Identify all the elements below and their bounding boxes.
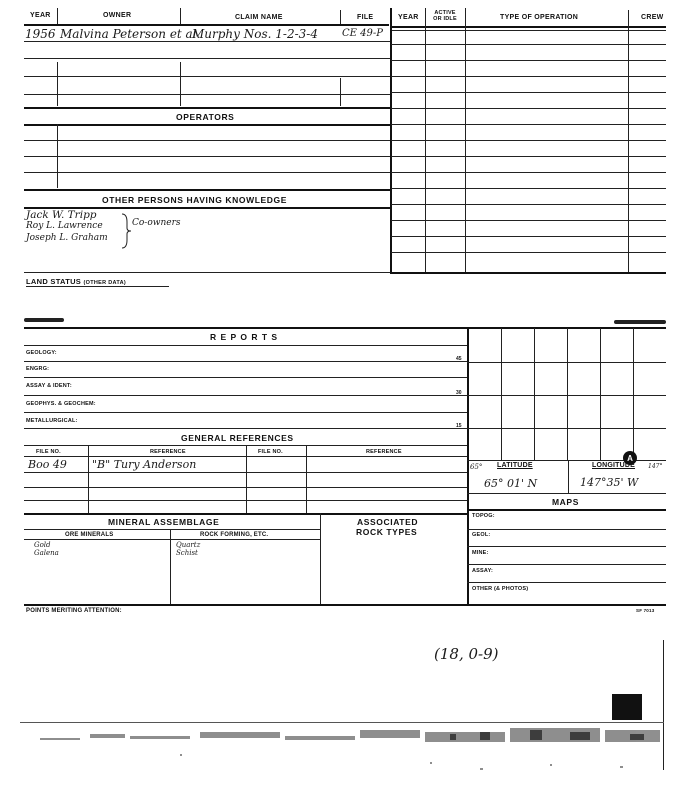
gr-entry-file: Boo 49 (28, 458, 67, 471)
rule (628, 10, 629, 274)
col-header-active-or-idle: ACTIVE OR IDLE (433, 10, 457, 22)
longitude-label: LONGITUDE (592, 462, 636, 469)
land-status-label (26, 277, 126, 286)
rule (391, 156, 666, 157)
entry-file: CE 49-P (342, 28, 383, 39)
col-header-owner: OWNER (103, 12, 132, 19)
rule (24, 107, 390, 109)
rule (24, 412, 468, 413)
rule (24, 361, 468, 362)
rule (24, 395, 468, 396)
rule (391, 272, 666, 274)
rule (180, 8, 181, 24)
rule (501, 328, 502, 460)
rule (600, 328, 601, 460)
lat-prefix: 65° (470, 463, 483, 471)
rock-mineral-2: Schist (176, 549, 198, 557)
rule (391, 76, 666, 77)
rule (391, 92, 666, 93)
col-header-year: YEAR (30, 12, 51, 19)
rule (467, 509, 666, 511)
land-status-title: LAND STATUS (26, 277, 82, 286)
rule (306, 445, 307, 513)
associated-heading-line2: ROCK TYPES (356, 527, 418, 537)
maps-heading: MAPS (552, 497, 579, 507)
rule (24, 24, 389, 26)
rule (467, 395, 666, 396)
rule (391, 124, 666, 125)
rule (24, 539, 320, 540)
rock-forming-heading: ROCK FORMING, ETC. (200, 532, 269, 538)
col-header-claim-name: CLAIM NAME (235, 14, 283, 21)
maps-row-mine: MINE: (472, 550, 489, 556)
rule (467, 493, 666, 494)
rule (88, 445, 89, 513)
rule (467, 546, 666, 547)
scale-label: 15 (456, 423, 462, 429)
gr-col-reference-2: REFERENCE (366, 449, 402, 455)
report-row-engrg: ENGRG: (26, 366, 50, 372)
rule (24, 140, 390, 141)
rule (633, 328, 634, 460)
rule (57, 62, 58, 106)
gr-col-file-no-2: FILE NO. (258, 449, 283, 455)
rule (24, 529, 320, 530)
maps-row-assay: ASSAY: (472, 568, 494, 574)
ore-mineral-2: Galena (34, 549, 59, 557)
latitude-label: LATITUDE (497, 462, 533, 469)
rule (24, 604, 666, 606)
other-person-3: Joseph L. Graham (26, 233, 108, 243)
rule (24, 513, 468, 515)
report-row-metallurgical: METALLURGICAL: (26, 418, 78, 424)
rule (24, 189, 390, 191)
rule (320, 513, 321, 604)
rule (391, 236, 666, 237)
associated-heading-line1: ASSOCIATED (357, 517, 419, 527)
col-header-type-of-operation: TYPE OF OPERATION (500, 14, 579, 21)
latitude-value: 65° 01' N (484, 477, 538, 490)
rule (246, 445, 247, 513)
rule (24, 472, 468, 473)
rule (391, 252, 666, 253)
rule (340, 10, 341, 24)
co-owners-note: Co-owners (132, 218, 181, 228)
rule (57, 124, 58, 188)
rule (467, 582, 666, 583)
maps-row-topog: TOPOG: (472, 513, 495, 519)
rule (534, 328, 535, 460)
rule (467, 362, 666, 363)
rule (391, 30, 666, 31)
rule (24, 428, 468, 429)
rock-mineral-1: Quartz (176, 541, 201, 549)
svg-text:A: A (627, 454, 633, 463)
rule (425, 8, 426, 274)
rule (467, 564, 666, 565)
rule (57, 8, 58, 24)
reports-heading: R E P O R T S (210, 332, 279, 342)
binder-mark (614, 320, 666, 324)
land-status-sub: (OTHER DATA) (83, 280, 126, 286)
rule (391, 108, 666, 109)
rule (24, 172, 390, 173)
rule (24, 124, 390, 126)
rule (24, 156, 390, 157)
rule (24, 58, 390, 59)
rule (467, 529, 666, 530)
scale-label: 45 (456, 356, 462, 362)
other-person-2: Roy L. Lawrence (26, 221, 103, 231)
rule (340, 78, 341, 106)
entry-claim-name: Murphy Nos. 1-2-3-4 (192, 27, 318, 41)
ore-mineral-1: Gold (34, 541, 51, 549)
brace-icon (120, 212, 132, 250)
form-number: SF 7013 (636, 608, 655, 613)
rule (24, 94, 390, 95)
long-suffix: 147° (648, 463, 663, 470)
rule (180, 62, 181, 106)
rule (20, 722, 664, 723)
rule (568, 460, 569, 494)
entry-owner: Malvina Peterson et al. (60, 27, 201, 41)
col-header-file: FILE (357, 14, 374, 21)
other-person-1: Jack W. Tripp (26, 209, 97, 221)
points-meriting-attention: POINTS MERITING ATTENTION: (26, 608, 122, 614)
scale-label: 30 (456, 390, 462, 396)
report-row-geophys: GEOPHYS. & GEOCHEM: (26, 401, 96, 407)
report-row-assay: ASSAY & IDENT: (26, 383, 72, 389)
rule (391, 220, 666, 221)
rule (24, 41, 390, 42)
rule (170, 529, 171, 604)
entry-year: 1956 (25, 27, 56, 41)
rule (391, 204, 666, 205)
rule (391, 140, 666, 141)
rule (24, 377, 468, 378)
col-header-crew: CREW (641, 14, 664, 21)
longitude-value: 147°35' W (580, 476, 639, 489)
gr-entry-reference: "B" Tury Anderson (92, 458, 197, 471)
black-tab (612, 694, 642, 720)
operators-heading: OPERATORS (176, 112, 235, 122)
rule (24, 272, 390, 273)
rule (467, 428, 666, 429)
rule (391, 26, 666, 28)
rule (567, 328, 568, 460)
rule (391, 44, 666, 45)
gr-col-file-no: FILE NO. (36, 449, 61, 455)
maps-row-geol: GEOL: (472, 532, 491, 538)
rule (390, 8, 392, 274)
rule (391, 172, 666, 173)
ore-minerals-heading: ORE MINERALS (65, 532, 114, 538)
rule (24, 487, 468, 488)
rule (465, 8, 466, 274)
col-header-year-2: YEAR (398, 14, 419, 21)
rule (24, 345, 468, 346)
report-row-geology: GEOLOGY: (26, 350, 57, 356)
maps-row-other: OTHER (& PHOTOS) (472, 586, 529, 592)
rule (24, 500, 468, 501)
gr-col-reference: REFERENCE (150, 449, 186, 455)
rule (391, 60, 666, 61)
scan-noise (30, 724, 670, 774)
rule (26, 286, 169, 287)
rule (391, 188, 666, 189)
rule (24, 327, 666, 329)
binder-mark (24, 318, 64, 322)
other-persons-heading: OTHER PERSONS HAVING KNOWLEDGE (102, 195, 288, 205)
rule (24, 76, 390, 77)
general-references-heading: GENERAL REFERENCES (181, 433, 294, 443)
mineral-assemblage-heading: MINERAL ASSEMBLAGE (108, 517, 220, 527)
handwritten-note: (18, 0-9) (434, 645, 499, 663)
